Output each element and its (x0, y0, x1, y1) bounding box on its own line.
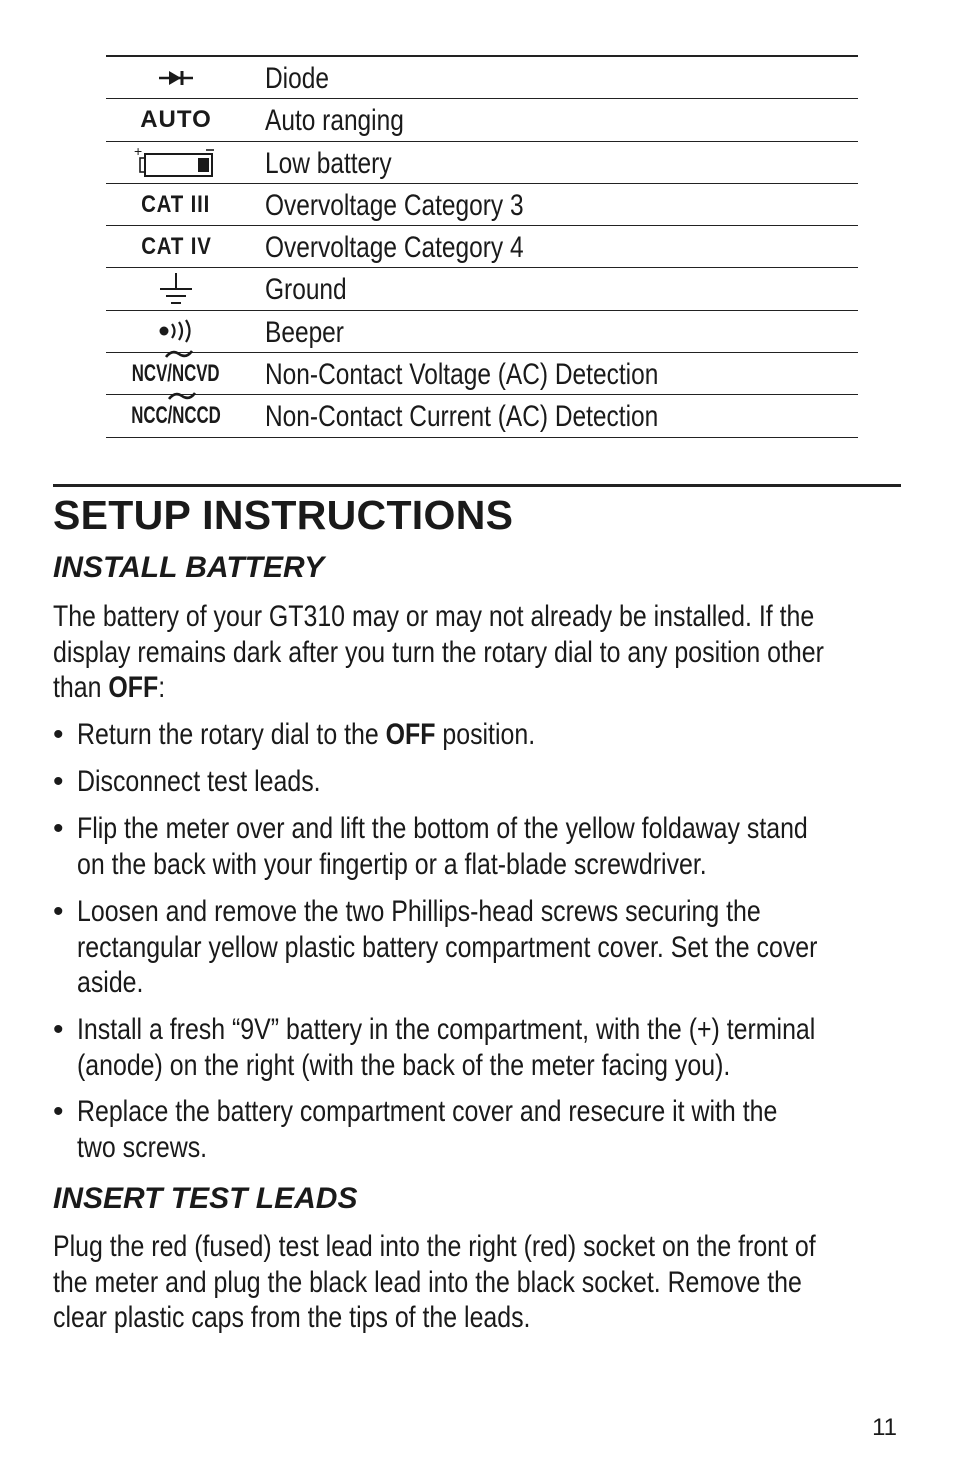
auto-text-icon: AUTO (140, 105, 212, 133)
symbol-row-ncc (106, 395, 858, 437)
off-label: OFF (385, 718, 436, 751)
symbol-row-ncv (106, 353, 858, 395)
symbols-table (106, 55, 858, 438)
ncv-text-icon: NCV/NCVD (132, 359, 220, 387)
ncc-text-icon: NCC/NCCD (131, 402, 221, 430)
symbol-label: Non-Contact Current (AC) Detection (265, 400, 659, 434)
insert-test-leads-heading: INSERT TEST LEADS (53, 1182, 358, 1215)
bullet-icon: • (53, 895, 64, 928)
symbol-row-auto (106, 99, 858, 141)
symbol-row-cat4 (106, 226, 858, 268)
symbol-label: Diode (265, 62, 329, 95)
beeper-icon (106, 311, 246, 352)
cat4-text-icon: CAT IV (140, 232, 212, 260)
ground-icon (106, 268, 246, 309)
symbol-row-low-battery (106, 142, 858, 184)
bullet-icon: • (53, 812, 64, 845)
bullet-icon: • (53, 718, 64, 751)
tilde-icon (165, 348, 193, 360)
svg-text:+: + (134, 144, 143, 160)
symbol-label: Ground (265, 273, 347, 307)
cat3-text-icon: CAT III (141, 190, 211, 218)
diode-icon (106, 57, 246, 98)
symbol-label: Auto ranging (265, 104, 404, 138)
insert-test-leads-text: Plug the red (fused) test lead into the right (red) socket on the front of the meter and plug the black lead into the black socket. Remove the clear plastic caps from the tips of the leads. (53, 1230, 816, 1334)
low-battery-icon (106, 142, 246, 183)
symbol-row-cat3 (106, 184, 858, 226)
symbol-label: Beeper (265, 315, 344, 349)
install-battery-intro: The battery of your GT310 may or may not already be installed. If the display remains dark after you turn the rotary dial to any position other than OFF: (53, 600, 824, 704)
tilde-icon (168, 390, 196, 402)
install-battery-heading: INSTALL BATTERY (53, 551, 325, 584)
symbol-row-diode (106, 57, 858, 99)
page-number: 11 (872, 1414, 897, 1441)
symbol-label: Overvoltage Category 4 (265, 231, 524, 265)
bullet-icon: • (53, 1013, 64, 1046)
bullet-icon: • (53, 1095, 64, 1128)
symbol-label: Overvoltage Category 3 (265, 188, 524, 222)
symbol-row-ground (106, 268, 858, 310)
section-divider (53, 484, 901, 487)
symbol-row-beeper (106, 311, 858, 353)
off-label: OFF (108, 671, 159, 704)
section-title: SETUP INSTRUCTIONS (53, 492, 514, 538)
bullet-icon: • (53, 765, 64, 798)
symbol-label: Non-Contact Voltage (AC) Detection (265, 358, 659, 392)
symbol-label: Low battery (265, 146, 392, 180)
